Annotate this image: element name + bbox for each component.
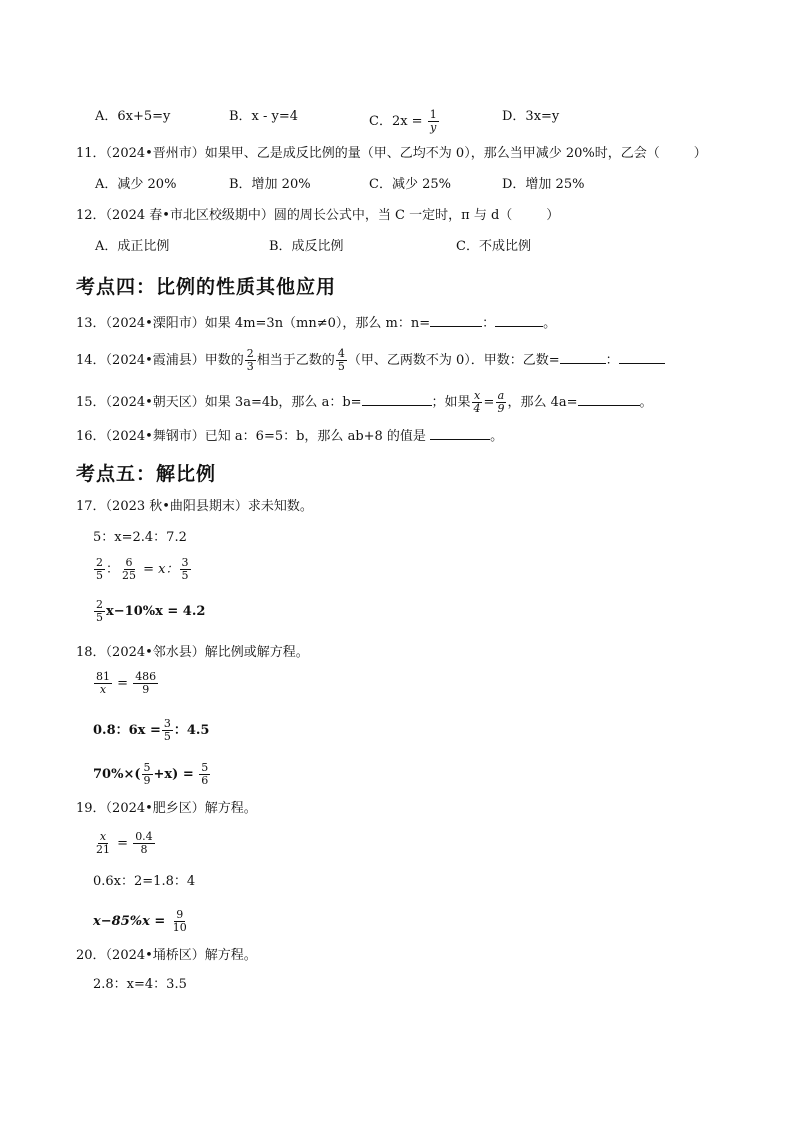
- fraction-numerator: 81: [96, 670, 110, 683]
- equals-sign: =: [117, 836, 129, 851]
- equation-rest: x−10%x = 4.2: [106, 604, 206, 619]
- answer-blank: [430, 314, 482, 327]
- fraction-numerator: 2: [246, 347, 254, 360]
- q11-option-c: C．减少 25%: [369, 177, 451, 192]
- equation: 5：x=2.4：7.2: [93, 530, 187, 545]
- fraction-numerator: 4: [337, 347, 345, 360]
- q11-option-b: B．增加 20%: [229, 177, 311, 192]
- fraction-denominator: 9: [142, 683, 150, 696]
- equation: [93, 831, 156, 856]
- question-11-close: ）: [693, 146, 707, 161]
- q11-option-d: D．增加 25%: [502, 177, 585, 192]
- question-16: [76, 427, 503, 445]
- question-14-text-2: 相当于乙数的: [256, 353, 335, 368]
- fraction: [94, 557, 105, 582]
- fraction: [336, 348, 347, 373]
- fraction: [142, 762, 153, 787]
- fraction-denominator: 9: [497, 402, 505, 415]
- fraction: [472, 390, 483, 415]
- question-12-stem: 12．（2024 春•市北区校级期中）圆的周长公式中，当 C 一定时，π 与 d（: [76, 208, 513, 223]
- end-mark: 。: [639, 395, 653, 410]
- fraction-numerator: 0.4: [135, 830, 153, 843]
- answer-blank: [495, 314, 543, 327]
- fraction-numerator: x: [473, 389, 481, 402]
- question-11-stem: 11．（2024•晋州市）如果甲、乙是成反比例的量（甲、乙均不为 0），那么当甲减少 20%时，乙会（: [76, 146, 660, 161]
- fraction-numerator: 3: [163, 717, 171, 730]
- fraction: [133, 671, 158, 696]
- question-13-text: 13．（2024•溧阳市）如果 4m=3n（mn≠0），那么 m：n=: [76, 316, 431, 331]
- fraction-denominator: 25: [122, 569, 137, 582]
- q10-option-c-fraction: [428, 109, 439, 134]
- q12-option-b: B．成反比例: [269, 239, 344, 254]
- fraction: [94, 599, 105, 624]
- fraction-numerator: 3: [181, 556, 189, 569]
- question-20-stem: 20．（2024•埇桥区）解方程。: [76, 948, 257, 963]
- fraction-denominator: 21: [96, 843, 110, 856]
- question-15-text-2: ；如果: [431, 395, 471, 410]
- section-5-title: 考点五：解比例: [76, 463, 217, 485]
- q10-option-c-text: C．2x =: [369, 114, 423, 129]
- question-17-stem: 17．（2023 秋•曲阳县期末）求未知数。: [76, 499, 313, 514]
- fraction-numerator: 5: [143, 761, 151, 774]
- fraction-numerator: 2: [96, 556, 103, 569]
- fraction: [495, 390, 506, 415]
- equation-left: x−85%x =: [93, 914, 166, 929]
- fraction-denominator: 5: [337, 360, 345, 373]
- equals-sign: =: [483, 395, 495, 410]
- ratio-sep: ：: [106, 562, 120, 577]
- fraction-numerator: 5: [201, 761, 209, 774]
- equation-left: 70%×(: [93, 767, 141, 782]
- fraction-denominator: 6: [201, 774, 209, 787]
- fraction-denominator: 9: [143, 774, 151, 787]
- question-15-text-3: ，那么 4a=: [507, 395, 578, 410]
- fraction: [162, 718, 173, 743]
- question-16-text: 16．（2024•舞钢市）已知 a：6=5：b，那么 ab+8 的值是: [76, 429, 426, 444]
- equation: [93, 557, 192, 582]
- question-19-stem: 19．（2024•肥乡区）解方程。: [76, 801, 257, 816]
- equation: 2.8：x=4：3.5: [93, 977, 187, 992]
- fraction: [171, 909, 189, 934]
- answer-blank: [362, 393, 432, 406]
- question-14: [76, 348, 665, 373]
- fraction-denominator: 5: [96, 611, 103, 624]
- fraction-denominator: 8: [140, 843, 148, 856]
- equation-middle: +x) =: [153, 767, 194, 782]
- equation: [93, 762, 211, 787]
- question-15: [76, 390, 653, 415]
- equation-left: 0.8：6x =: [93, 723, 161, 738]
- q12-option-c: C．不成比例: [456, 239, 531, 254]
- fraction-numerator: x: [99, 830, 107, 843]
- fraction-numerator: 1: [429, 108, 437, 121]
- ratio-sep: ：: [605, 353, 619, 368]
- fraction-denominator: 5: [163, 730, 171, 743]
- fraction: [94, 831, 112, 856]
- equation-right: ：4.5: [173, 723, 210, 738]
- equation: 0.6x：2=1.8：4: [93, 874, 196, 889]
- q12-option-a: A．成正比例: [95, 239, 170, 254]
- q10-option-a: A．6x+5=y: [95, 109, 171, 124]
- question-14-text-3: （甲、乙两数不为 0）．甲数：乙数=: [347, 353, 560, 368]
- fraction-denominator: x: [99, 683, 107, 696]
- question-11: [76, 146, 707, 162]
- answer-blank: [560, 351, 606, 364]
- answer-blank: [619, 351, 665, 364]
- question-13: [76, 314, 556, 332]
- ratio-sep: ：: [482, 316, 496, 331]
- fraction: [120, 557, 138, 582]
- end-mark: 。: [490, 429, 504, 444]
- fraction-numerator: 6: [125, 556, 133, 569]
- fraction: [94, 671, 112, 696]
- fraction: [245, 348, 256, 373]
- answer-blank: [578, 393, 640, 406]
- fraction: [180, 557, 191, 582]
- fraction: [199, 762, 210, 787]
- q11-option-a: A．减少 20%: [95, 177, 177, 192]
- answer-blank: [430, 427, 490, 440]
- equation: [93, 599, 205, 624]
- equation: [93, 909, 190, 934]
- fraction-denominator: 3: [246, 360, 254, 373]
- fraction-denominator: 10: [172, 921, 187, 934]
- question-18-stem: 18．（2024•邻水县）解比例或解方程。: [76, 645, 309, 660]
- fraction-numerator: 2: [96, 598, 103, 611]
- fraction-numerator: a: [497, 389, 505, 402]
- fraction-numerator: 486: [135, 670, 157, 683]
- question-12: [76, 208, 559, 224]
- fraction-denominator: 5: [181, 569, 189, 582]
- section-4-title: 考点四：比例的性质其他应用: [76, 276, 337, 298]
- fraction-denominator: 5: [96, 569, 103, 582]
- question-15-text-1: 15．（2024•朝天区）如果 3a=4b，那么 a：b=: [76, 395, 362, 410]
- question-14-text-1: 14．（2024•霞浦县）甲数的: [76, 353, 244, 368]
- fraction-denominator: y: [430, 121, 437, 134]
- equation: [93, 671, 159, 696]
- end-mark: 。: [543, 316, 557, 331]
- equals-sign: =: [117, 676, 129, 691]
- fraction: [133, 831, 155, 856]
- equation: [93, 718, 209, 743]
- fraction-denominator: 4: [473, 402, 481, 415]
- question-12-close: ）: [546, 208, 560, 223]
- equation-middle: = x：: [143, 562, 179, 577]
- fraction-numerator: 9: [176, 908, 184, 921]
- q10-option-b: B．x - y=4: [229, 109, 299, 124]
- q10-option-c: [369, 109, 440, 134]
- q10-option-d: D．3x=y: [502, 109, 560, 124]
